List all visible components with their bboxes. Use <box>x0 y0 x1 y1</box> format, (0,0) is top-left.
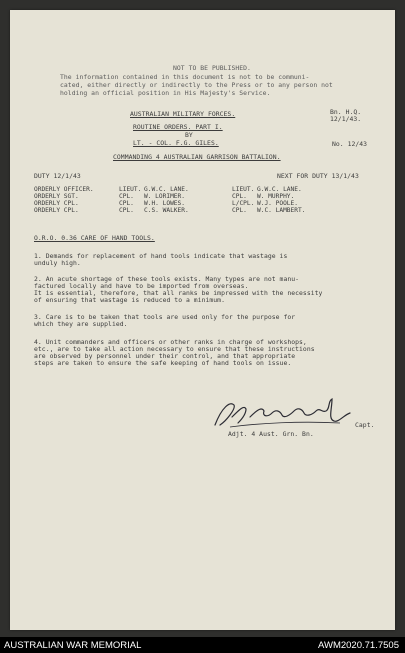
orders-title: ROUTINE ORDERS. PART I. <box>133 123 223 131</box>
notice-line-1: The information contained in this document is not to be communi- <box>60 73 310 81</box>
force-title: AUSTRALIAN MILITARY FORCES. <box>130 110 236 118</box>
battalion-title: COMMANDING 4 AUSTRALIAN GARRISON BATTALION. <box>113 153 281 161</box>
paragraph-line: are observed by personnel under their control, and that appropriate <box>34 352 296 360</box>
paragraph-line: which they are supplied. <box>34 320 128 328</box>
duty-right-rank: CPL. <box>232 193 247 200</box>
duty-right-rank: L/CPL. <box>232 200 255 207</box>
duty-left-name: C.S. WALKER. <box>144 207 189 214</box>
duty-right-heading: NEXT FOR DUTY 13/1/43 <box>277 172 359 180</box>
paragraph-line: steps are taken to ensure the safe keeping of hand tools on issue. <box>34 359 292 367</box>
notice-line-2: cated, either directly or indirectly to the Press or to any person not <box>60 81 333 89</box>
header-date: 12/1/43. <box>330 115 362 123</box>
duty-right-rank: CPL. <box>232 207 247 214</box>
footer-institution: AUSTRALIAN WAR MEMORIAL <box>4 640 142 651</box>
signature-title: Adjt. 4 Aust. Grn. Bn. <box>228 430 314 438</box>
duty-right-name: W. MURPHY. <box>257 193 295 200</box>
duty-left-rank: CPL. <box>119 200 134 207</box>
duty-role: ORDERLY CPL. <box>34 200 79 207</box>
duty-left-name: W.H. LOWES. <box>144 200 185 207</box>
orders-by: BY <box>185 131 193 139</box>
duty-role: ORDERLY SGT. <box>34 193 79 200</box>
archive-footer <box>0 637 405 653</box>
paragraph-line: factured locally and have to be imported from overseas. <box>34 282 249 290</box>
duty-right-rank: LIEUT. <box>232 186 255 193</box>
paragraph-line: of ensuring that wastage is reduced to a minimum. <box>34 296 225 304</box>
paragraph-line: unduly high. <box>34 259 81 267</box>
paragraph-line: 1. Demands for replacement of hand tools indicate that wastage is <box>34 252 288 260</box>
paragraph-line: 2. An acute shortage of these tools exists. Many types are not manu- <box>34 275 300 283</box>
duty-role: ORDERLY OFFICER. <box>34 186 94 193</box>
order-heading: O.R.O. 0.36 CARE OF HAND TOOLS. <box>34 234 155 242</box>
document-page <box>10 10 395 630</box>
notice-line-3: holding an official position in His Majesty's Service. <box>60 89 271 97</box>
duty-right-name: G.W.C. LANE. <box>257 186 302 193</box>
handwritten-signature <box>210 395 360 435</box>
duty-role: ORDERLY CPL. <box>34 207 79 214</box>
duty-right-name: W.J. POOLE. <box>257 200 298 207</box>
duty-left-heading: DUTY 12/1/43 <box>34 172 81 180</box>
orders-number: No. 12/43 <box>332 140 368 148</box>
duty-right-name: W.C. LAMBERT. <box>257 207 306 214</box>
duty-left-rank: CPL. <box>119 207 134 214</box>
duty-left-rank: LIEUT. <box>119 186 142 193</box>
paragraph-line: 4. Unit commanders and officers or other ranks in charge of workshops, <box>34 338 307 346</box>
duty-left-name: G.W.C. LANE. <box>144 186 189 193</box>
paragraph-line: etc., are to take all action necessary to ensure that these instructions <box>34 345 315 353</box>
notice-title: NOT TO BE PUBLISHED. <box>173 64 251 72</box>
signature-rank: Capt. <box>355 421 375 429</box>
header-location: Bn. H.Q. <box>330 108 362 116</box>
paragraph-line: 3. Care is to be taken that tools are used only for the purpose for <box>34 313 296 321</box>
paragraph-line: It is essential, therefore, that all ranks be impressed with the necessity <box>34 289 323 297</box>
duty-left-rank: CPL. <box>119 193 134 200</box>
footer-accession: AWM2020.71.7505 <box>318 640 399 651</box>
commanding-officer: LT. - COL. F.G. GILES. <box>133 139 219 147</box>
duty-left-name: W. LORIMER. <box>144 193 185 200</box>
